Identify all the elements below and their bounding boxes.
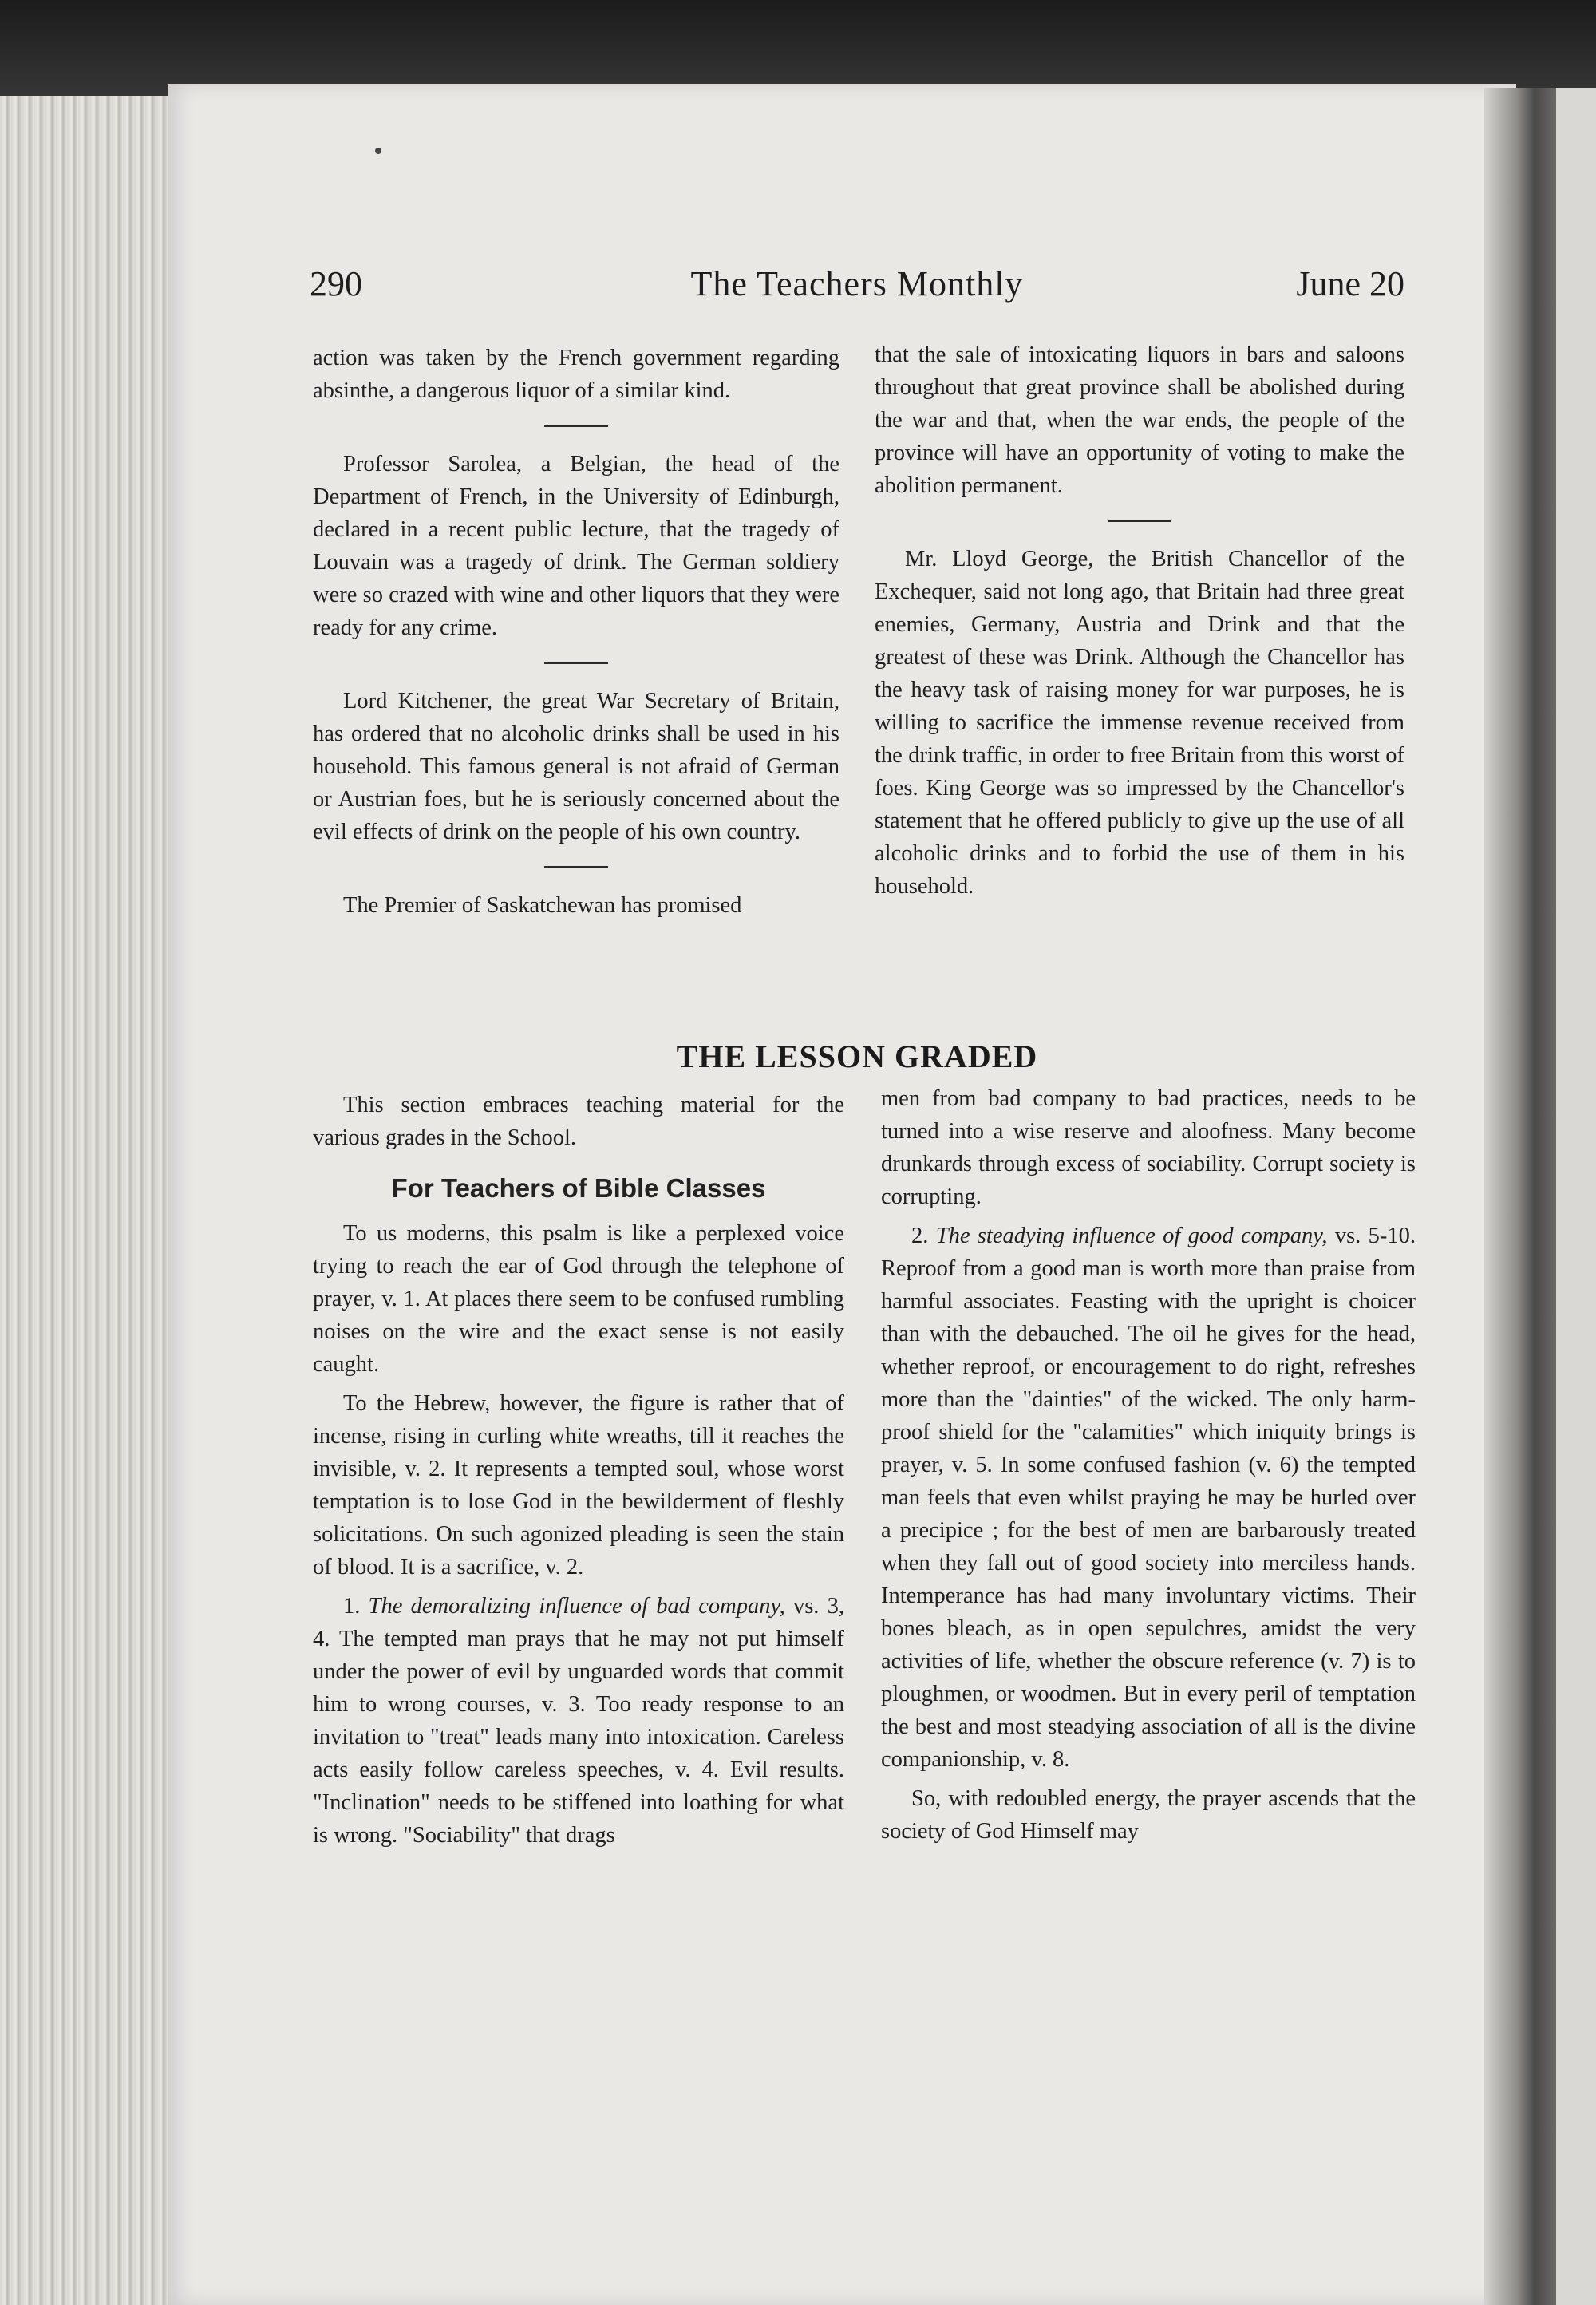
running-header <box>310 263 1404 311</box>
paragraph: Professor Sarolea, a Belgian, the head of the Department of French, in the University of Edinburgh, declared in a recent public lecture, that the tragedy of Louvain was a tragedy of drink. The German soldiery were so crazed with wine and other liquors that they were ready for any crime. <box>313 452 839 640</box>
point-heading: The steadying influence of good company, <box>935 1224 1328 1248</box>
point-text: vs. 3, 4. The tempted man prays that he may not put himself under the power of evil by unguarded words that commit him to wrong courses, v. 3. Too ready response to an invitation to "treat" leads many into intoxication. Careless acts easily follow careless speeches, v. 4. Evil results. "Inclination" needs to be stiffened into loathing for what is wrong. "Sociability" that drags <box>313 1594 845 1848</box>
paragraph: To us moderns, this psalm is like a perplexed voice trying to reach the ear of God through the telephone of prayer, v. 1. At places there seem to be confused rumbling noises on the wire and the exact sense is not easily caught. <box>313 1221 844 1377</box>
bottom-right-column <box>881 1082 1416 1848</box>
paragraph: men from bad company to bad practices, needs to be turned into a wise reserve and aloofness. Many become drunkards through excess of sociability. Corrupt society is corrupting. <box>881 1086 1416 1209</box>
page-stack-edge <box>0 96 184 2305</box>
ink-speck <box>375 148 381 154</box>
issue-date: June 20 <box>1296 264 1404 303</box>
subheading: For Teachers of Bible Classes <box>391 1173 766 1203</box>
point-heading: The demoralizing influence of bad company, <box>368 1594 785 1619</box>
book-spine-shadow <box>1484 88 1556 2305</box>
paragraph: The Premier of Saskatchewan has promised <box>343 893 742 918</box>
running-title: The Teachers Monthly <box>690 264 1024 303</box>
section-divider <box>544 662 608 664</box>
top-left-column <box>313 342 839 922</box>
bottom-left-column <box>313 1089 844 1852</box>
paragraph <box>313 1590 844 1852</box>
section-title: THE LESSON GRADED <box>676 1038 1038 1074</box>
page-number: 290 <box>310 264 362 303</box>
intro-paragraph: This section embraces teaching material for the various grades in the School. <box>313 1093 844 1150</box>
section-divider <box>1108 520 1171 522</box>
top-right-column <box>875 338 1404 903</box>
facing-page-edge <box>1556 88 1596 2305</box>
section-divider <box>544 866 608 868</box>
paragraph: So, with redoubled energy, the prayer ascends that the society of God Himself may <box>881 1786 1416 1844</box>
paragraph: To the Hebrew, however, the figure is rather that of incense, rising in curling white wreaths, till it reaches the invisible, v. 2. It represents a tempted soul, whose worst temptation is to lose God in the bewilderment of fleshly solicitations. On such agonized pleading is seen the stain of blood. It is a sacrifice, v. 2. <box>313 1391 844 1579</box>
point-number: 2. <box>911 1224 929 1248</box>
point-text: vs. 5-10. Reproof from a good man is worth more than praise from harmful associates. Feasting with the upright is choicer than with the debauched. The oil he gives for the head, whether reproof, or encouragement to do right, refreshes more than the "dainties" of the wicked. The only harm-proof shield for the "calamities" which iniquity brings is prayer, v. 5. In some confused fashion (v. 6) the tempted man feels that even whilst praying he may be hurled over a precipice ; for the best of men are barbarously treated when they fall out of good society into merciless hands. Intemperance has had many involuntary victims. Their bones bleach, as in open sepulchres, amidst the very activities of life, whether the obscure reference (v. 7) is to ploughmen, or woodmen. But in every peril of temptation the best and most steadying association of all is the divine companionship, v. 8. <box>881 1224 1416 1772</box>
section-divider <box>544 425 608 427</box>
paragraph: action was taken by the French government regarding absinthe, a dangerous liquor of a similar kind. <box>313 346 839 403</box>
paragraph: that the sale of intoxicating liquors in bars and saloons throughout that great province shall be abolished during the war and that, when the war ends, the people of the province will have an opportunity of voting to make the abolition permanent. <box>875 342 1404 498</box>
paragraph: Mr. Lloyd George, the British Chancellor of the Exchequer, said not long ago, that Britain had three great enemies, Germany, Austria and Drink and that the greatest of these was Drink. Although the Chancellor has the heavy task of raising money for war purposes, he is willing to sacrifice the immense revenue received from the drink traffic, in order to free Britain from this worst of foes. King George was so impressed by the Chancellor's statement that he offered publicly to give up the use of all alcoholic drinks and to forbid the use of them in his household. <box>875 547 1404 899</box>
paragraph: Lord Kitchener, the great War Secretary of Britain, has ordered that no alcoholic drinks shall be used in his household. This famous general is not afraid of German or Austrian foes, but he is seriously concerned about the evil effects of drink on the people of his own country. <box>313 689 839 844</box>
point-number: 1. <box>343 1594 361 1619</box>
paragraph <box>881 1220 1416 1776</box>
